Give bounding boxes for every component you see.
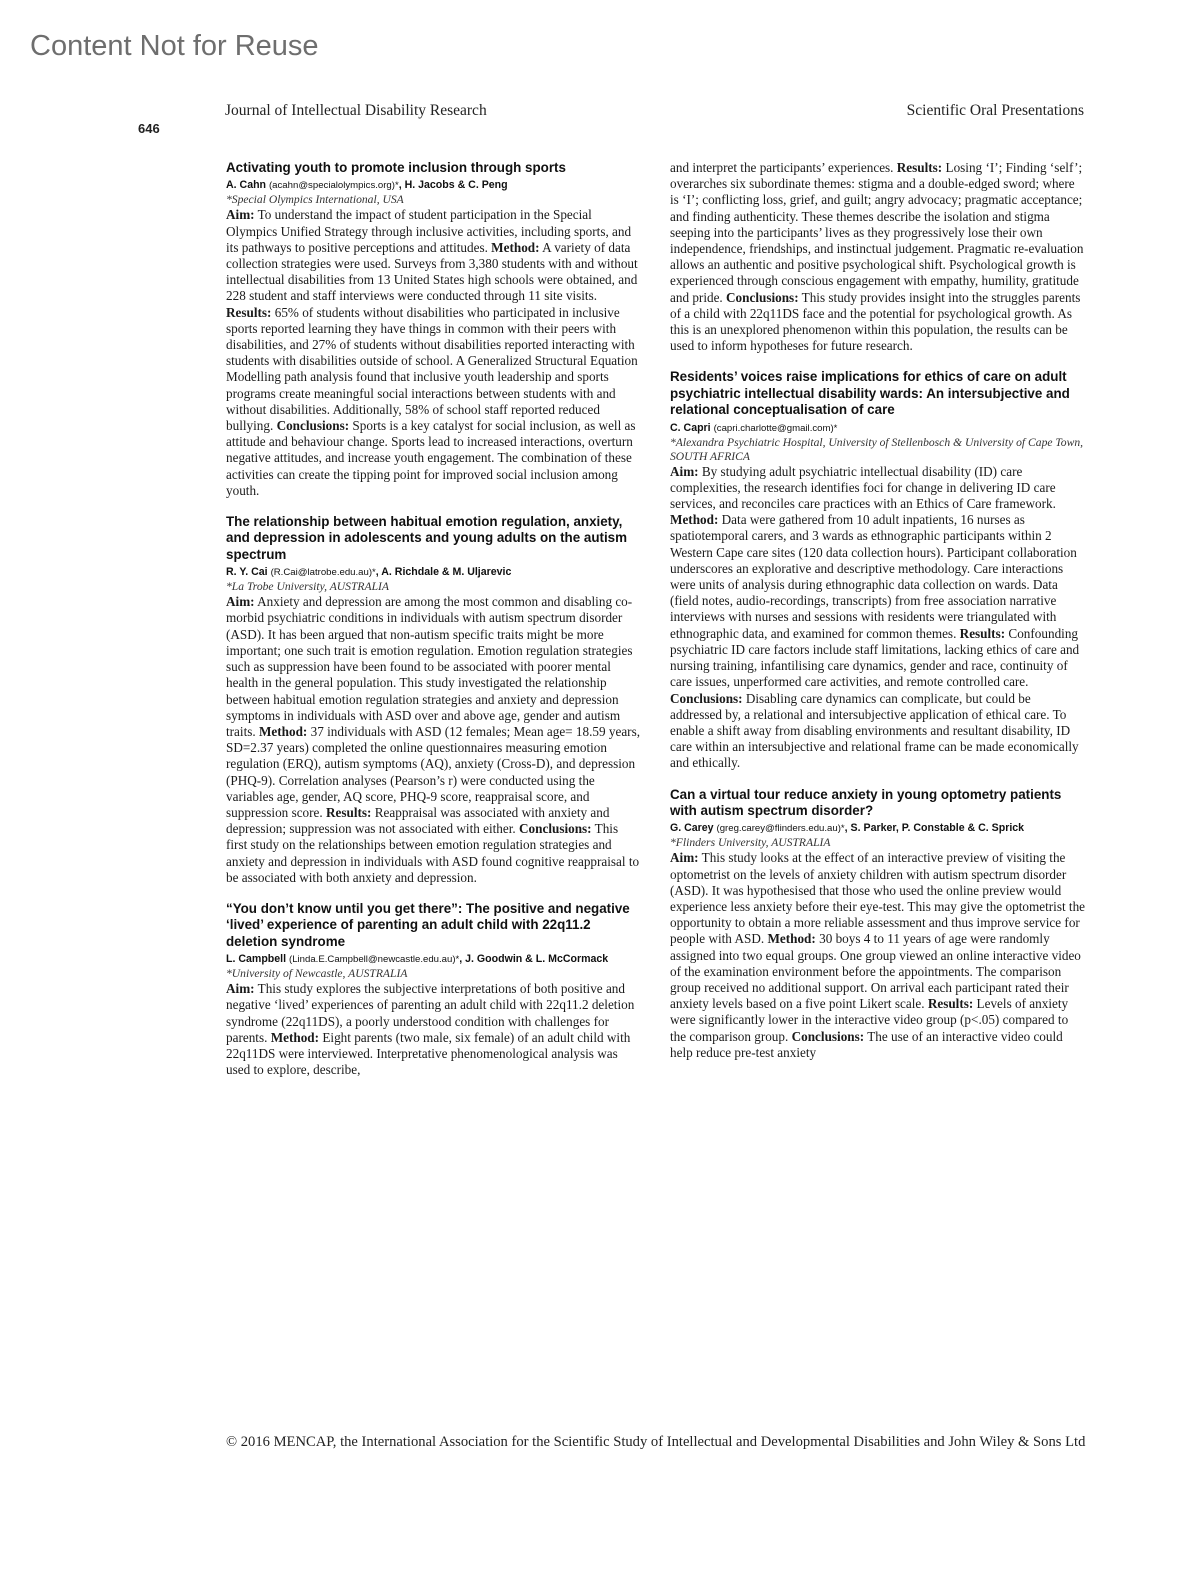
abstract-carey [670, 787, 1086, 1061]
results-text: Confounding psychiatric ID care factors include staff limitations, lacking ethics of care and nursing training, infantilising care dynamics, gender and race, continuity of care issues, unperformed care activities, and remote controlled care. [670, 625, 1080, 690]
results-label: Results: [896, 160, 943, 175]
affiliation: *Alexandra Psychiatric Hospital, University of Stellenbosch & University of Cape Town, SOUTH AFRICA [670, 435, 1084, 463]
aim-text: This study looks at the effect of an interactive preview of visiting the optometrist on the levels of anxiety children with autism spectrum disorder (ASD). It was hypothesised that those who used the online preview would experience less anxiety before their eye-test. This may give the optometrist the opportunity to obtain a more reliable assessment and thus improve service for people with ASD. [670, 850, 1086, 947]
method-label: Method: [258, 723, 308, 739]
conclusions-text: Sports is a key catalyst for social inclusion, as well as attitude and behaviour change. Sports lead to increased interactions, overturn negative attitudes, and increase youth engagement. The combination of these activities can create the tipping point for improved social inclusion among youth. [226, 418, 636, 498]
method-label: Method: [670, 512, 719, 528]
method-label: Method: [767, 931, 816, 947]
abstract-body [670, 464, 1086, 772]
abstract-body [226, 981, 642, 1078]
author-line [226, 952, 642, 967]
affiliation: *Flinders University, AUSTRALIA [670, 836, 831, 850]
aim-label: Aim: [226, 594, 255, 610]
author-name: L. Campbell [226, 953, 287, 966]
method-label: Method: [270, 1029, 320, 1045]
aim-label: Aim: [226, 981, 255, 997]
abstract-body [670, 160, 1086, 354]
abstract-body [226, 594, 642, 886]
author-line [226, 178, 642, 193]
author-name: H. Jacobs & C. Peng [404, 179, 508, 192]
method-text: A variety of data collection strategies were used. Surveys from 3,380 students with and without intellectual disabilities from 13 United States high schools were obtained, and 228 student and staff interviews were conducted through 11 site visits. [226, 239, 638, 304]
abstract-cai [226, 514, 642, 886]
author-separator: , [844, 822, 851, 835]
method-text-part2: and interpret the participants’ experiences. [670, 160, 897, 175]
copyright-footer: © 2016 MENCAP, the International Association for the Scientific Study of Intellectual and Developmental Disabilities and John Wiley & Sons Ltd [226, 1434, 1086, 1450]
author-name: J. Goodwin & L. McCormack [465, 953, 609, 966]
abstract-capri [670, 369, 1086, 771]
method-label: Method: [491, 239, 540, 255]
conclusions-text: This study provides insight into the struggles parents of a child with 22q11DS face and the potential for psychological growth. As this is an unexplored phenomenon within this population, the results can be used to inform hypotheses for future research. [670, 289, 1081, 354]
aim-text: Anxiety and depression are among the most common and disabling co-morbid psychiatric conditions in individuals with autism spectrum disorder (ASD). It has been argued that non-autism specific traits might be more important; one such trait is emotion regulation. Emotion regulation strategies such as suppression have been found to be associated with poorer mental health in the general population. This study investigated the relationship between habitual emotion regulation strategies and anxiety and depression symptoms in individuals with ASD over and above age, gender and autism traits. [226, 594, 633, 739]
affiliation: *Special Olympics International, USA [226, 193, 404, 207]
journal-title: Journal of Intellectual Disability Research [225, 102, 487, 119]
author-name: A. Richdale & M. Uljarevic [381, 566, 512, 579]
author-name: G. Carey [670, 822, 714, 835]
author-name: C. Capri [670, 421, 711, 434]
aim-label: Aim: [670, 850, 699, 866]
abstract-title: The relationship between habitual emotion regulation, anxiety, and depression in adolescents and young adults on the autism spectrum [226, 514, 628, 562]
conclusions-text: Disabling care dynamics can complicate, but could be addressed by, a relational and intersubjective application of ethical care. To enable a shift away from disabling environments and resultant disability, ID care within an intersubjective and relational frame can be made economically and ethically. [670, 690, 1079, 771]
results-text: Losing ‘I’; Finding ‘self’; overarches six subordinate themes: stigma and a double-edged sword; where is ‘I’; conflicting loss, grief, and guilt; angry advocacy; pragmatic acceptance; and finding authenticity. These themes describe the isolation and stigma seeping into the participants’ lives as they progressively lose their own independence, friendships, and instinctual judgement. Pragmatic re-evaluation allows an authentic and positive psychological shift. Psychological growth is experienced through conscious engagement with empathy, humility, gratitude and pride. [670, 160, 1084, 305]
results-text: 65% of students without disabilities who participated in inclusive sports reported learning they have things in common with their peers with disabilities, and 27% of students without disabilities reported interacting with students with disabilities outside of school. A Generalized Structural Equation Modelling path analysis found that inclusive youth leadership and sports programs create meaningful social interactions between students with and without disabilities. Additionally, 58% of school staff reported reduced bullying. [226, 304, 638, 434]
method-text: 30 boys 4 to 11 years of age were randomly assigned into two equal groups. One group viewed an online interactive video of the examination environment before the appointments. The comparison group received no additional support. On arrival each participant rated their anxiety levels based on a five point Likert scale. [670, 931, 1081, 1012]
method-text: 37 individuals with ASD (12 females; Mean age= 18.59 years, SD=2.37 years) completed the online questionnaires measuring emotion regulation (ERQ), autism symptoms (AQ), anxiety (Cross-D), and depression (PHQ-9). Correlation analyses (Pearson’s r) were conducted using the variables age, gender, AQ score, PHQ-9 score, reappraisal score, and suppression score. [226, 723, 640, 820]
author-separator: , [375, 566, 382, 579]
conclusions-label: Conclusions: [670, 690, 743, 706]
author-email: (acahn@specialolympics.org)* [268, 180, 399, 192]
author-name: R. Y. Cai [226, 566, 268, 579]
watermark: Content Not for Reuse [30, 30, 319, 62]
author-line [226, 565, 642, 580]
method-text: Data were gathered from 10 adult inpatients, 16 nurses as spatiotemporal carers, and 3 wards as ethnographic participants within 2 Western Cape care sites (120 data collection hours). Participant collaboration underscores an explorative and descriptive methodology. Care interactions were units of analysis during ethnographic data collection on wards. Data (field notes, audio-recordings, transcripts) from free association narrative interviews with nurses and sessions with residents were triangulated with ethnographic data, and examined for common themes. [670, 512, 1077, 641]
author-email: (capri.charlotte@gmail.com)* [713, 422, 838, 434]
abstract-cahn [226, 160, 642, 499]
abstract-body [670, 850, 1086, 1061]
abstract-campbell [226, 901, 642, 1078]
abstract-title: Residents’ voices raise implications for ethics of care on adult psychiatric intellectual disability wards: An intersubjective and relational conceptualisation of care [670, 369, 1070, 418]
page-number: 646 [138, 121, 160, 136]
abstract-body [226, 207, 642, 499]
author-separator: , [398, 179, 405, 192]
abstract-title: Activating youth to promote inclusion through sports [226, 160, 566, 175]
conclusions-label: Conclusions: [276, 418, 350, 434]
affiliation: *La Trobe University, AUSTRALIA [226, 580, 389, 594]
author-name: A. Cahn [226, 179, 267, 192]
aim-label: Aim: [670, 463, 699, 479]
aim-text: This study explores the subjective interpretations of both positive and negative ‘lived’ experiences of parenting an adult child with 22q11.2 deletion syndrome (22q11DS), a poorly understood condition with challenges for parents. [226, 981, 635, 1045]
results-text: Levels of anxiety were significantly lower in the interactive video group (p<.05) compared to the comparison group. [670, 996, 1069, 1044]
results-label: Results: [326, 804, 372, 820]
results-text: Reappraisal was associated with anxiety and depression; suppression was not associated with either. [226, 804, 610, 837]
abstract-title: Can a virtual tour reduce anxiety in young optometry patients with autism spectrum disorder? [670, 786, 1062, 818]
results-label: Results: [959, 625, 1006, 641]
author-separator: , [459, 953, 466, 966]
author-line [670, 421, 1086, 436]
method-text-part1: Eight parents (two male, six female) of an adult child with 22q11DS were interviewed. Interpretative phenomenological analysis was used to explore, describe, [226, 1029, 631, 1078]
results-label: Results: [226, 304, 272, 320]
right-column [670, 160, 1086, 1076]
abstract-title: “You don’t know until you get there”: The positive and negative ‘lived’ experience of parenting an adult child with 22q11.2 deletion syndrome [226, 900, 630, 949]
left-column [226, 160, 642, 1093]
author-name: S. Parker, P. Constable & C. Sprick [850, 822, 1025, 835]
aim-label: Aim: [226, 207, 255, 223]
results-label: Results: [927, 996, 974, 1012]
conclusions-text: This first study on the relationships between emotion regulation strategies and anxiety and depression in individuals with ASD found cognitive reappraisal to be associated with both anxiety and depression. [226, 821, 640, 885]
affiliation: *University of Newcastle, AUSTRALIA [226, 967, 408, 981]
author-email: (greg.carey@flinders.edu.au)* [716, 823, 845, 835]
conclusions-text: The use of an interactive video could help reduce pre-test anxiety [670, 1028, 1063, 1060]
author-email: (Linda.E.Campbell@newcastle.edu.au)* [289, 954, 460, 966]
conclusions-label: Conclusions: [726, 289, 799, 305]
conclusions-label: Conclusions: [519, 821, 592, 837]
section-title: Scientific Oral Presentations [906, 102, 1084, 119]
abstract-campbell-continued [670, 160, 1086, 354]
aim-text: To understand the impact of student participation in the Special Olympics Unified Strategy through inclusive activities, including sports, and its pathways to positive perceptions and attitudes. [226, 207, 632, 255]
conclusions-label: Conclusions: [791, 1028, 865, 1044]
aim-text: By studying adult psychiatric intellectual disability (ID) care complexities, the research identifies foci for change in delivering ID care services, and reconciles care practices with an Ethics of Care framework. [670, 463, 1056, 512]
author-email: (R.Cai@latrobe.edu.au)* [270, 567, 376, 579]
author-line [670, 821, 1086, 836]
